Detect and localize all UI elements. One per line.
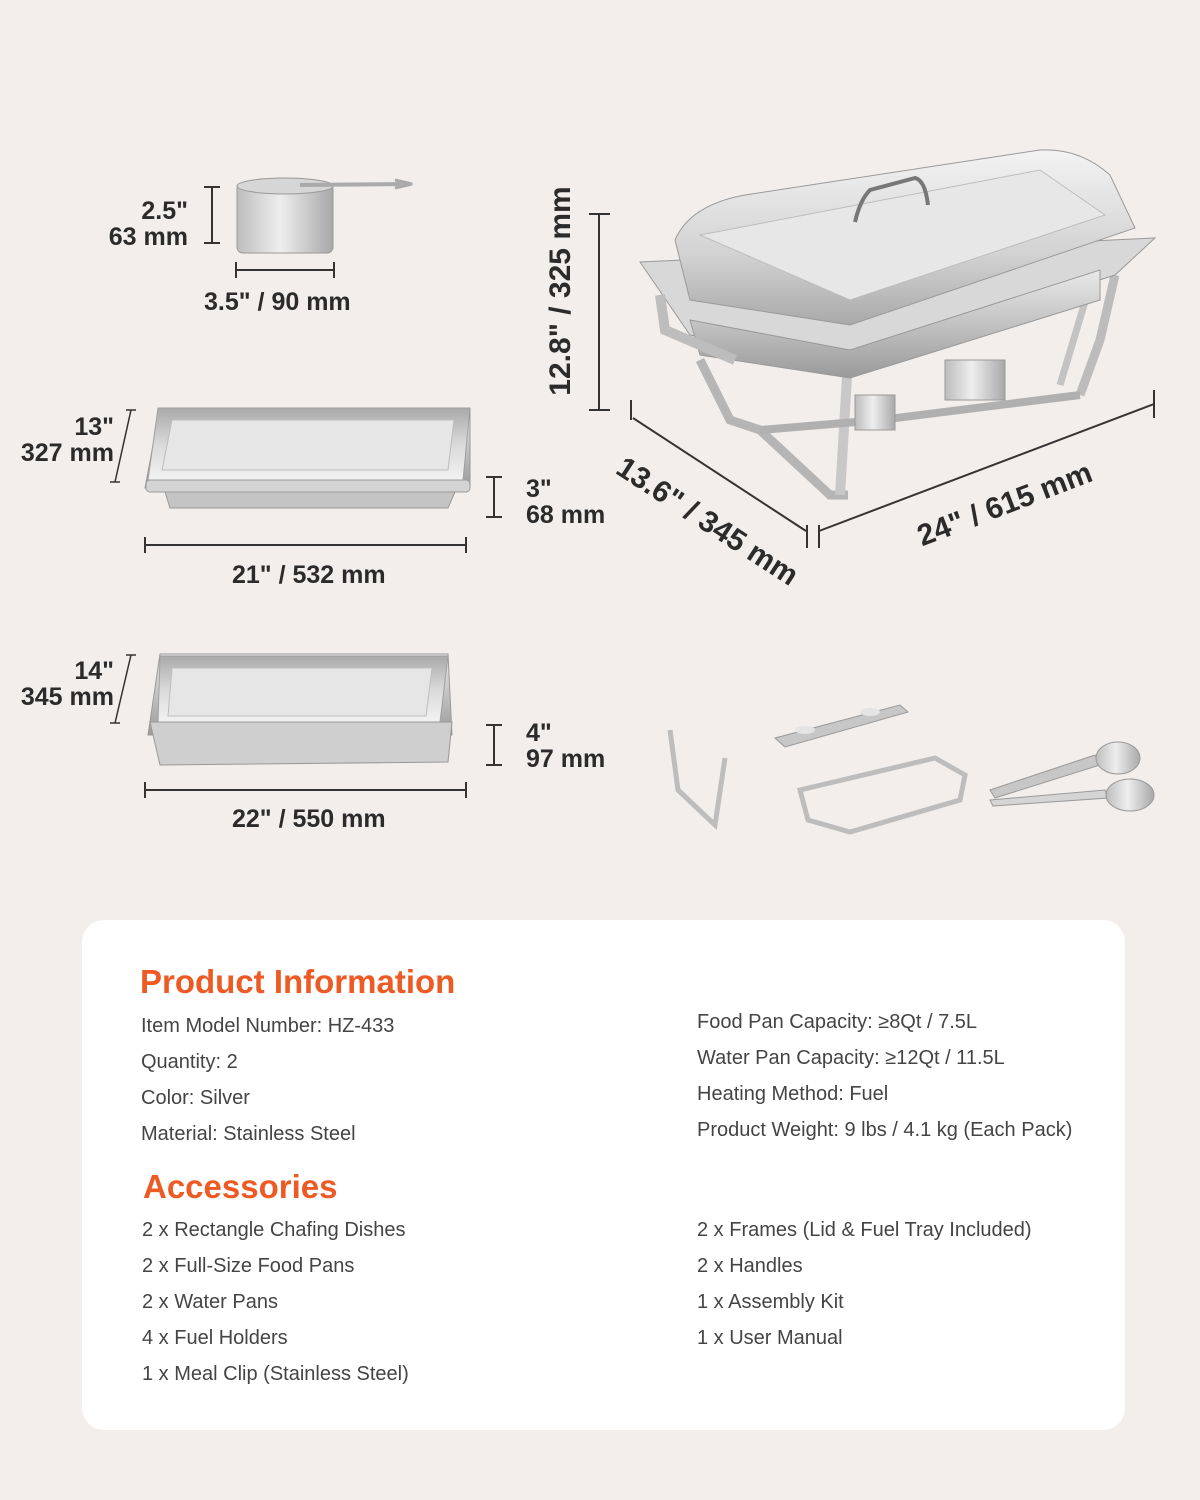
fuel-holder-width-label: 3.5" / 90 mm	[204, 288, 351, 316]
accessories-title: Accessories	[143, 1168, 338, 1205]
accessory-item: 2 x Full-Size Food Pans	[142, 1255, 355, 1277]
info-product-weight: Product Weight: 9 lbs / 4.1 kg (Each Pack)	[697, 1119, 1073, 1141]
fuel-holder-image	[237, 178, 412, 253]
food-pan-height-label: 3" 68 mm	[526, 475, 606, 529]
accessory-item: 1 x Assembly Kit	[697, 1291, 844, 1313]
water-pan-height-dim	[486, 725, 502, 765]
fuel-tray-part-image	[775, 705, 908, 747]
chafer-depth-label: 13.6" / 345 mm	[610, 450, 805, 593]
info-material: Material: Stainless Steel	[141, 1123, 356, 1145]
water-pan-width-label: 22" / 550 mm	[232, 805, 386, 833]
frame-part-image	[800, 758, 965, 832]
accessory-item: 2 x Frames (Lid & Fuel Tray Included)	[697, 1219, 1032, 1241]
chafer-height-dim	[589, 214, 610, 410]
water-pan-width-dim	[145, 782, 466, 798]
food-pan-image	[145, 408, 470, 508]
fuel-holder-height-dim	[204, 187, 220, 243]
info-heating-method: Heating Method: Fuel	[697, 1083, 889, 1105]
water-pan-depth-label: 14" 345 mm	[20, 657, 114, 711]
accessory-item: 1 x Meal Clip (Stainless Steel)	[142, 1363, 409, 1385]
product-info-title: Product Information	[140, 963, 456, 1000]
accessory-item: 2 x Rectangle Chafing Dishes	[142, 1219, 406, 1241]
accessory-item: 4 x Fuel Holders	[142, 1327, 288, 1349]
food-pan-height-dim	[486, 477, 502, 517]
fuel-holder-height-label: 2.5" 63 mm	[108, 197, 188, 251]
accessory-item: 1 x User Manual	[697, 1327, 843, 1349]
water-pan-height-label: 4" 97 mm	[526, 719, 606, 773]
info-food-pan-capacity: Food Pan Capacity: ≥8Qt / 7.5L	[697, 1011, 978, 1033]
accessory-item: 2 x Water Pans	[142, 1291, 278, 1313]
info-color: Color: Silver	[141, 1087, 250, 1109]
food-pan-width-dim	[145, 537, 466, 553]
meal-clip-image	[990, 742, 1154, 811]
chafer-height-label: 12.8" / 325 mm	[544, 186, 577, 396]
info-quantity: Quantity: 2	[141, 1051, 238, 1073]
info-model-number: Item Model Number: HZ-433	[141, 1015, 395, 1037]
chafer-width-label: 24" / 615 mm	[912, 456, 1097, 553]
accessory-item: 2 x Handles	[697, 1255, 803, 1277]
chafing-dish-image	[640, 150, 1155, 495]
fuel-holder-width-dim	[236, 262, 334, 278]
handle-part-image	[670, 730, 725, 825]
info-water-pan-capacity: Water Pan Capacity: ≥12Qt / 11.5L	[697, 1047, 1005, 1069]
food-pan-width-label: 21" / 532 mm	[232, 561, 386, 589]
food-pan-depth-label: 13" 327 mm	[20, 413, 114, 467]
water-pan-image	[148, 654, 452, 765]
